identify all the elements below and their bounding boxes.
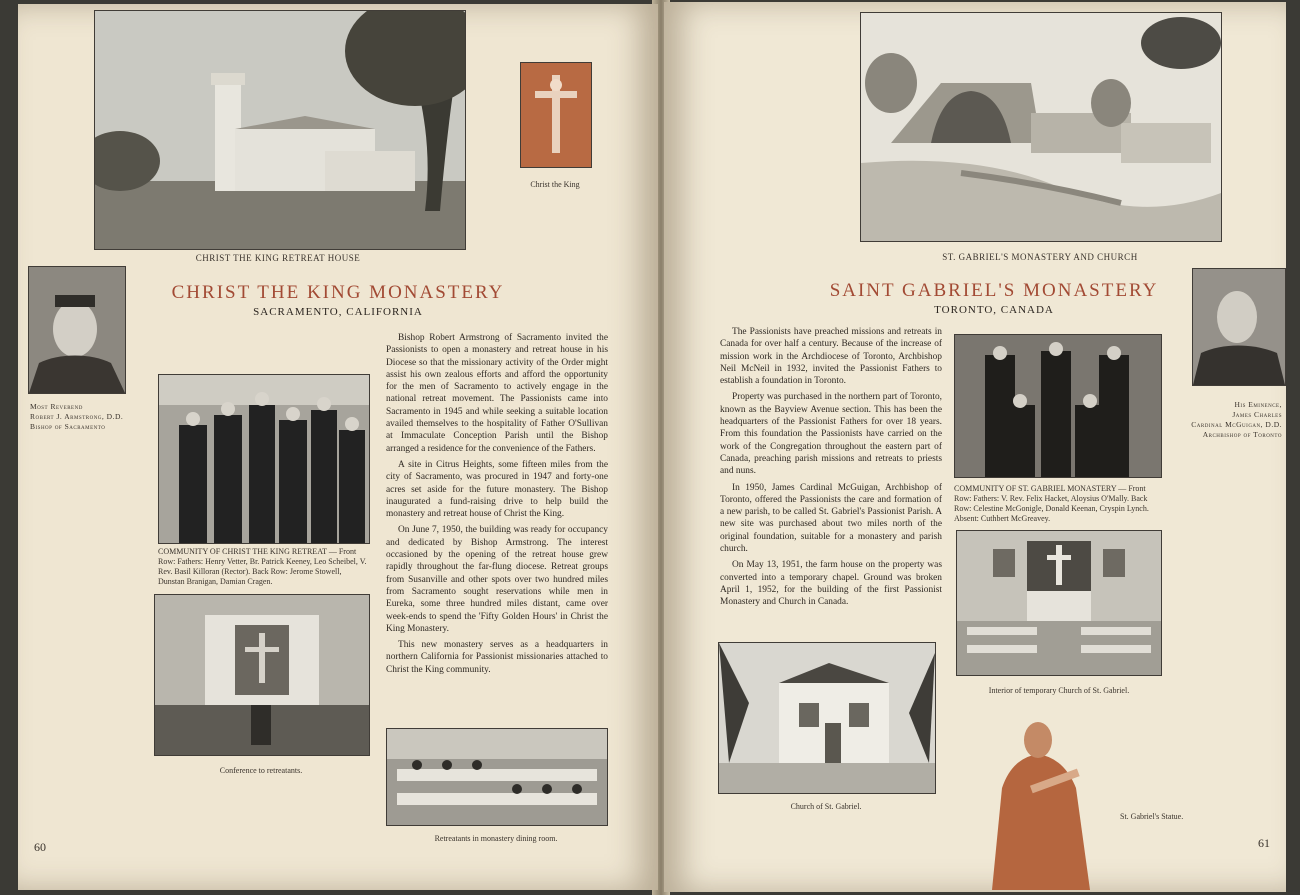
- cardinal-caption-line4: Archbishop of Toronto: [1202, 430, 1282, 439]
- dining-room-photo: [386, 728, 608, 826]
- left-paragraph: Bishop Robert Armstrong of Sacramento invited the Passionists to open a monastery and retreat house in his Diocese so that the missionary activity of the Order might assist his own zealous efforts and afford the opportunity for the men of Sacramento to actively engage in the national retreat movement. The Passionists came into Sacramento in 1945 and while seeking a suitable location availed themselves to the hospitality of Father O'Sullivan at Immaculate Conception Parish until the Bishop arranged a residence for the convenience of the Fathers.: [386, 333, 608, 454]
- left-paragraph: A site in Citrus Heights, some fifteen miles from the city of Sacramento, was procured in 1947 and forty-one acres set aside for the future monastery. The Bishop inaugurated a fund-raising drive to help build the monastery and retreat house of Christ the King.: [386, 459, 608, 520]
- st-gabriel-statue-caption: St. Gabriel's Statue.: [1120, 812, 1184, 821]
- community-caption-text: Front Row: Fathers: Henry Vetter, Br. Patrick Keeney, Leo Scheibel, V. Rev. Basil Killoran (Rector). Back Row: Jerome Stowell, Dunstan Branigan, Damian Cragen.: [158, 547, 367, 586]
- interior-chapel-photo: [956, 530, 1162, 676]
- community-photo: [158, 374, 370, 544]
- conference-caption: Conference to retreatants.: [219, 766, 303, 775]
- left-paragraph: This new monastery serves as a headquarters in northern California for Passionist missionaries attached to Christ the King community.: [386, 640, 608, 675]
- community-caption: [158, 547, 370, 587]
- cardinal-caption-line3: Cardinal McGuigan, D.D.: [1191, 420, 1282, 429]
- right-page-subtitle: TORONTO, CANADA: [934, 304, 1054, 316]
- bishop-caption: [30, 402, 150, 432]
- right-page: [664, 2, 1286, 892]
- cardinal-caption-line1: His Eminence,: [1234, 400, 1282, 409]
- left-page-subtitle: SACRAMENTO, CALIFORNIA: [253, 306, 423, 318]
- bishop-caption-line3: Bishop of Sacramento: [30, 422, 106, 431]
- church-caption: Church of St. Gabriel.: [790, 802, 862, 811]
- left-page: [18, 4, 658, 890]
- community-caption-heading: COMMUNITY OF CHRIST THE KING RETREAT —: [158, 547, 337, 556]
- left-page-number: 60: [34, 840, 46, 854]
- monastery-drawing: [860, 12, 1222, 242]
- conference-photo: [154, 594, 370, 756]
- bishop-portrait: [28, 266, 126, 394]
- left-page-title: CHRIST THE KING MONASTERY: [171, 282, 505, 303]
- left-body-text: [386, 332, 608, 680]
- right-page-title: SAINT GABRIEL'S MONASTERY: [829, 280, 1159, 301]
- cardinal-caption-line2: James Charles: [1232, 410, 1282, 419]
- st-gabriel-statue-photo: [972, 718, 1106, 890]
- right-page-number: 61: [1258, 836, 1270, 850]
- cardinal-caption: [1164, 400, 1282, 440]
- monastery-drawing-caption: ST. GABRIEL'S MONASTERY AND CHURCH: [942, 252, 1138, 262]
- retreat-house-photo: [94, 10, 466, 250]
- bishop-caption-line1: Most Reverend: [30, 402, 83, 411]
- statue-caption: Christ the King: [530, 180, 580, 189]
- right-paragraph: On May 13, 1951, the farm house on the property was converted into a temporary chapel. Ground was broken April 1, 1952, for the building of the first Passionist Monastery and Church in Canada.: [720, 560, 942, 608]
- st-gabriel-community-caption: [954, 484, 1164, 524]
- bishop-caption-line2: Robert J. Armstrong, D.D.: [30, 412, 124, 421]
- christ-the-king-statue-photo: [520, 62, 592, 168]
- left-paragraph: On June 7, 1950, the building was ready for occupancy and dedicated by Bishop Armstrong. The interest occasioned by the opening of the retreat house grew rapidly throughout the far-flung diocese. Retreat groups from Susanville and other spots over two hundred miles from Sacramento sought reservations while men in Eureka, some three hundred miles distant, came over week-ends to spend the 'Fifty Golden Hours' in Christ the King Monastery.: [386, 525, 608, 634]
- interior-chapel-caption: Interior of temporary Church of St. Gabriel.: [988, 686, 1130, 695]
- retreat-house-caption: CHRIST THE KING RETREAT HOUSE: [195, 253, 361, 263]
- dining-room-caption: Retreatants in monastery dining room.: [434, 834, 558, 843]
- st-gabriel-community-caption-text: Front Row: Fathers: V. Rev. Felix Hacket, Aloysius O'Mally. Back Row: Celestine McGonigle, Donald Keenan, Cryspin Lynch. Absent: Cuthbert McGreavey.: [954, 484, 1149, 523]
- right-body-text: [720, 326, 942, 613]
- st-gabriel-community-caption-heading: COMMUNITY OF ST. GABRIEL MONASTERY —: [954, 484, 1127, 493]
- cardinal-portrait: [1192, 268, 1286, 386]
- right-paragraph: The Passionists have preached missions and retreats in Canada for over half a century. Because of the increase of mission work in the Archdiocese of Toronto, Archbishop Neil McNeil in 1932, invited the Passionist Fathers to establish a foundation in Toronto.: [720, 327, 942, 387]
- right-paragraph: In 1950, James Cardinal McGuigan, Archbishop of Toronto, offered the Passionists the care and formation of a new parish, to be called St. Gabriel's Passionist Parish. A new site was purchased about two miles north of the original foundation, suitable for a monastery and parish church.: [720, 482, 942, 555]
- st-gabriel-community-photo: [954, 334, 1162, 478]
- church-photo: [718, 642, 936, 794]
- right-paragraph: Property was purchased in the northern part of Toronto, known as the Bayview Avenue section. This has been the headquarters of the Passionist Fathers for over 18 years. From this foundation the Passionists have carried on the work of the Congregation throughout the eastern part of Canada, preaching parish missions and retreats to priests and nuns.: [720, 392, 942, 477]
